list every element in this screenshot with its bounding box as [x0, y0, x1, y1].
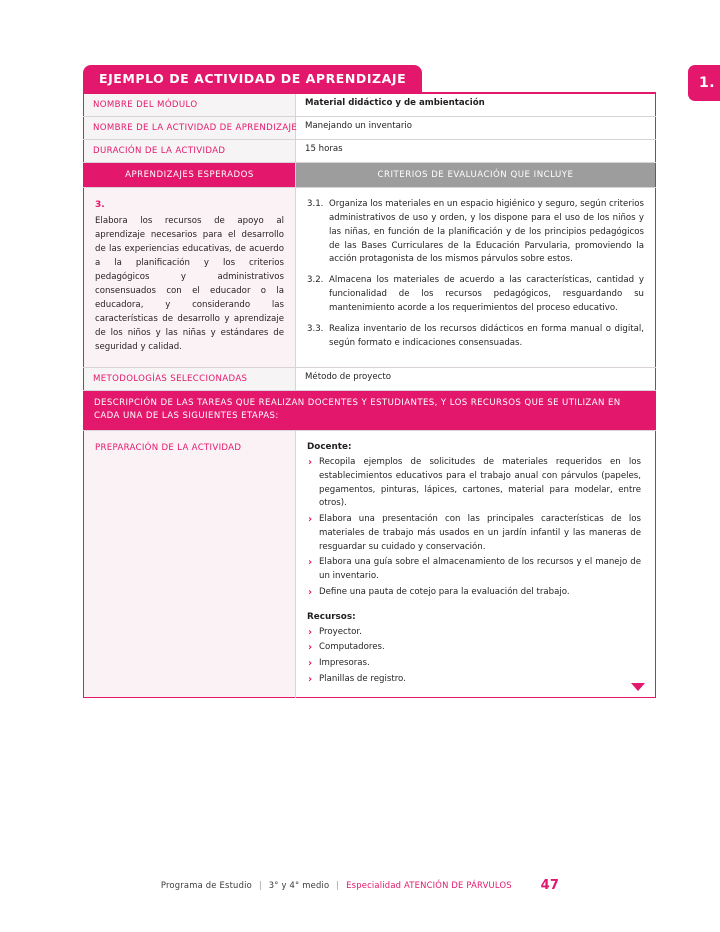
row-label-actividad: NOMBRE DE LA ACTIVIDAD DE APRENDIZAJE	[84, 116, 296, 139]
page-footer	[0, 878, 720, 893]
resources-list	[307, 626, 641, 687]
criterion-text: Realiza inventario de los recursos didácticos en forma manual o digital, según formato e indicaciones consensuadas.	[329, 324, 644, 349]
list-item: › Planillas de registro.	[307, 673, 641, 687]
row-value-duracion: 15 horas	[296, 139, 656, 162]
learning-outcome-number: 3.	[95, 199, 105, 210]
stage-label: PREPARACIÓN DE LA ACTIVIDAD	[84, 431, 296, 698]
row-value-modulo: Material didáctico y de ambientación	[296, 93, 656, 117]
header-aprendizajes-esperados: APRENDIZAJES ESPERADOS	[84, 162, 296, 187]
list-item: › Impresoras.	[307, 657, 641, 671]
table-row	[84, 390, 656, 431]
table-row	[84, 431, 656, 698]
table-row	[84, 116, 656, 139]
row-value-metodologias: Método de proyecto	[296, 367, 656, 390]
list-item: › Elabora una guía sobre el almacenamiento de los recursos y el manejo de un inventario.	[307, 556, 641, 584]
page-section-marker-label: 1.	[699, 75, 716, 91]
criterion-key: 3.1.	[307, 198, 324, 209]
table-row	[84, 162, 656, 187]
row-label-duracion: DURACIÓN DE LA ACTIVIDAD	[84, 139, 296, 162]
row-label-modulo: NOMBRE DEL MÓDULO	[84, 93, 296, 117]
list-item: › Recopila ejemplos de solicitudes de materiales requeridos en los establecimientos educativos para el trabajo anual con párvulos (papeles, pegamentos, pinturas, lápices, cartones, material para modelar, entre otros).	[307, 456, 641, 511]
row-label-metodologias: METODOLOGÍAS SELECCIONADAS	[84, 367, 296, 390]
resources-heading: Recursos:	[307, 611, 356, 622]
criterion-item	[307, 274, 644, 316]
criterion-text: Organiza los materiales en un espacio higiénico y seguro, según criterios administrativos de uso y orden, y los dispone para el uso de los niños y las niñas, en función de la planificación y de los principios pedagógicos de las Bases Curriculares de la Educación Parvularia, promoviendo la acción protagonista de los mismos párvulos sobre estos.	[329, 198, 644, 265]
teacher-task-list	[307, 456, 641, 600]
list-item: › Elabora una presentación con las principales características de los materiales de trabajo más usados en un jardín infantil y las maneras de resguardar su cuidado y conservación.	[307, 513, 641, 554]
table-row	[84, 93, 656, 117]
criterion-text: Almacena los materiales de acuerdo a las características, cantidad y funcionalidad de los recursos pedagógicos, resguardando su mantenimiento acorde a los requerimientos del proceso educativo.	[329, 275, 644, 314]
stage-tasks-cell	[296, 431, 656, 698]
row-value-actividad: Manejando un inventario	[296, 116, 656, 139]
list-item: › Computadores.	[307, 641, 641, 655]
criterion-item	[307, 323, 644, 351]
table-row	[84, 367, 656, 390]
list-item: › Define una pauta de cotejo para la evaluación del trabajo.	[307, 586, 641, 600]
criterion-item	[307, 198, 644, 268]
list-item: › Proyector.	[307, 626, 641, 640]
activity-sheet	[83, 65, 655, 698]
header-criterios-evaluacion: CRITERIOS DE EVALUACIÓN QUE INCLUYE	[296, 162, 656, 187]
evaluation-criteria-cell	[296, 187, 656, 367]
chevron-down-icon	[631, 683, 645, 691]
description-band: DESCRIPCIÓN DE LAS TAREAS QUE REALIZAN DOCENTES Y ESTUDIANTES, Y LOS RECURSOS QUE SE UTILIZAN EN CADA UNA DE LAS SIGUIENTES ETAPAS:	[84, 390, 656, 431]
teacher-heading: Docente:	[307, 442, 352, 453]
page-section-marker	[688, 65, 720, 101]
page-title: EJEMPLO DE ACTIVIDAD DE APRENDIZAJE	[83, 65, 422, 92]
learning-outcome-text: Elabora los recursos de apoyo al aprendizaje necesarios para el desarrollo de las experiencias educativas, de acuerdo a la planificación y los criterios pedagógicos y administrativos consensuados con el educador o la educadora, y considerando las características de desarrollo y aprendizaje de los niños y las niñas y estándares de seguridad y calidad.	[95, 216, 284, 352]
page-number: 47	[540, 878, 560, 893]
criterion-key: 3.3.	[307, 324, 324, 335]
table-row	[84, 139, 656, 162]
footer-program: Programa de Estudio	[160, 880, 252, 890]
table-row	[84, 187, 656, 367]
learning-outcome-cell	[84, 187, 296, 367]
footer-specialty: Especialidad ATENCIÓN DE PÁRVULOS	[346, 880, 512, 890]
activity-table	[83, 92, 656, 698]
footer-separator-1: |	[258, 880, 262, 890]
footer-separator-2: |	[336, 880, 340, 890]
criterion-key: 3.2.	[307, 275, 324, 286]
footer-level: 3° y 4° medio	[268, 880, 330, 890]
